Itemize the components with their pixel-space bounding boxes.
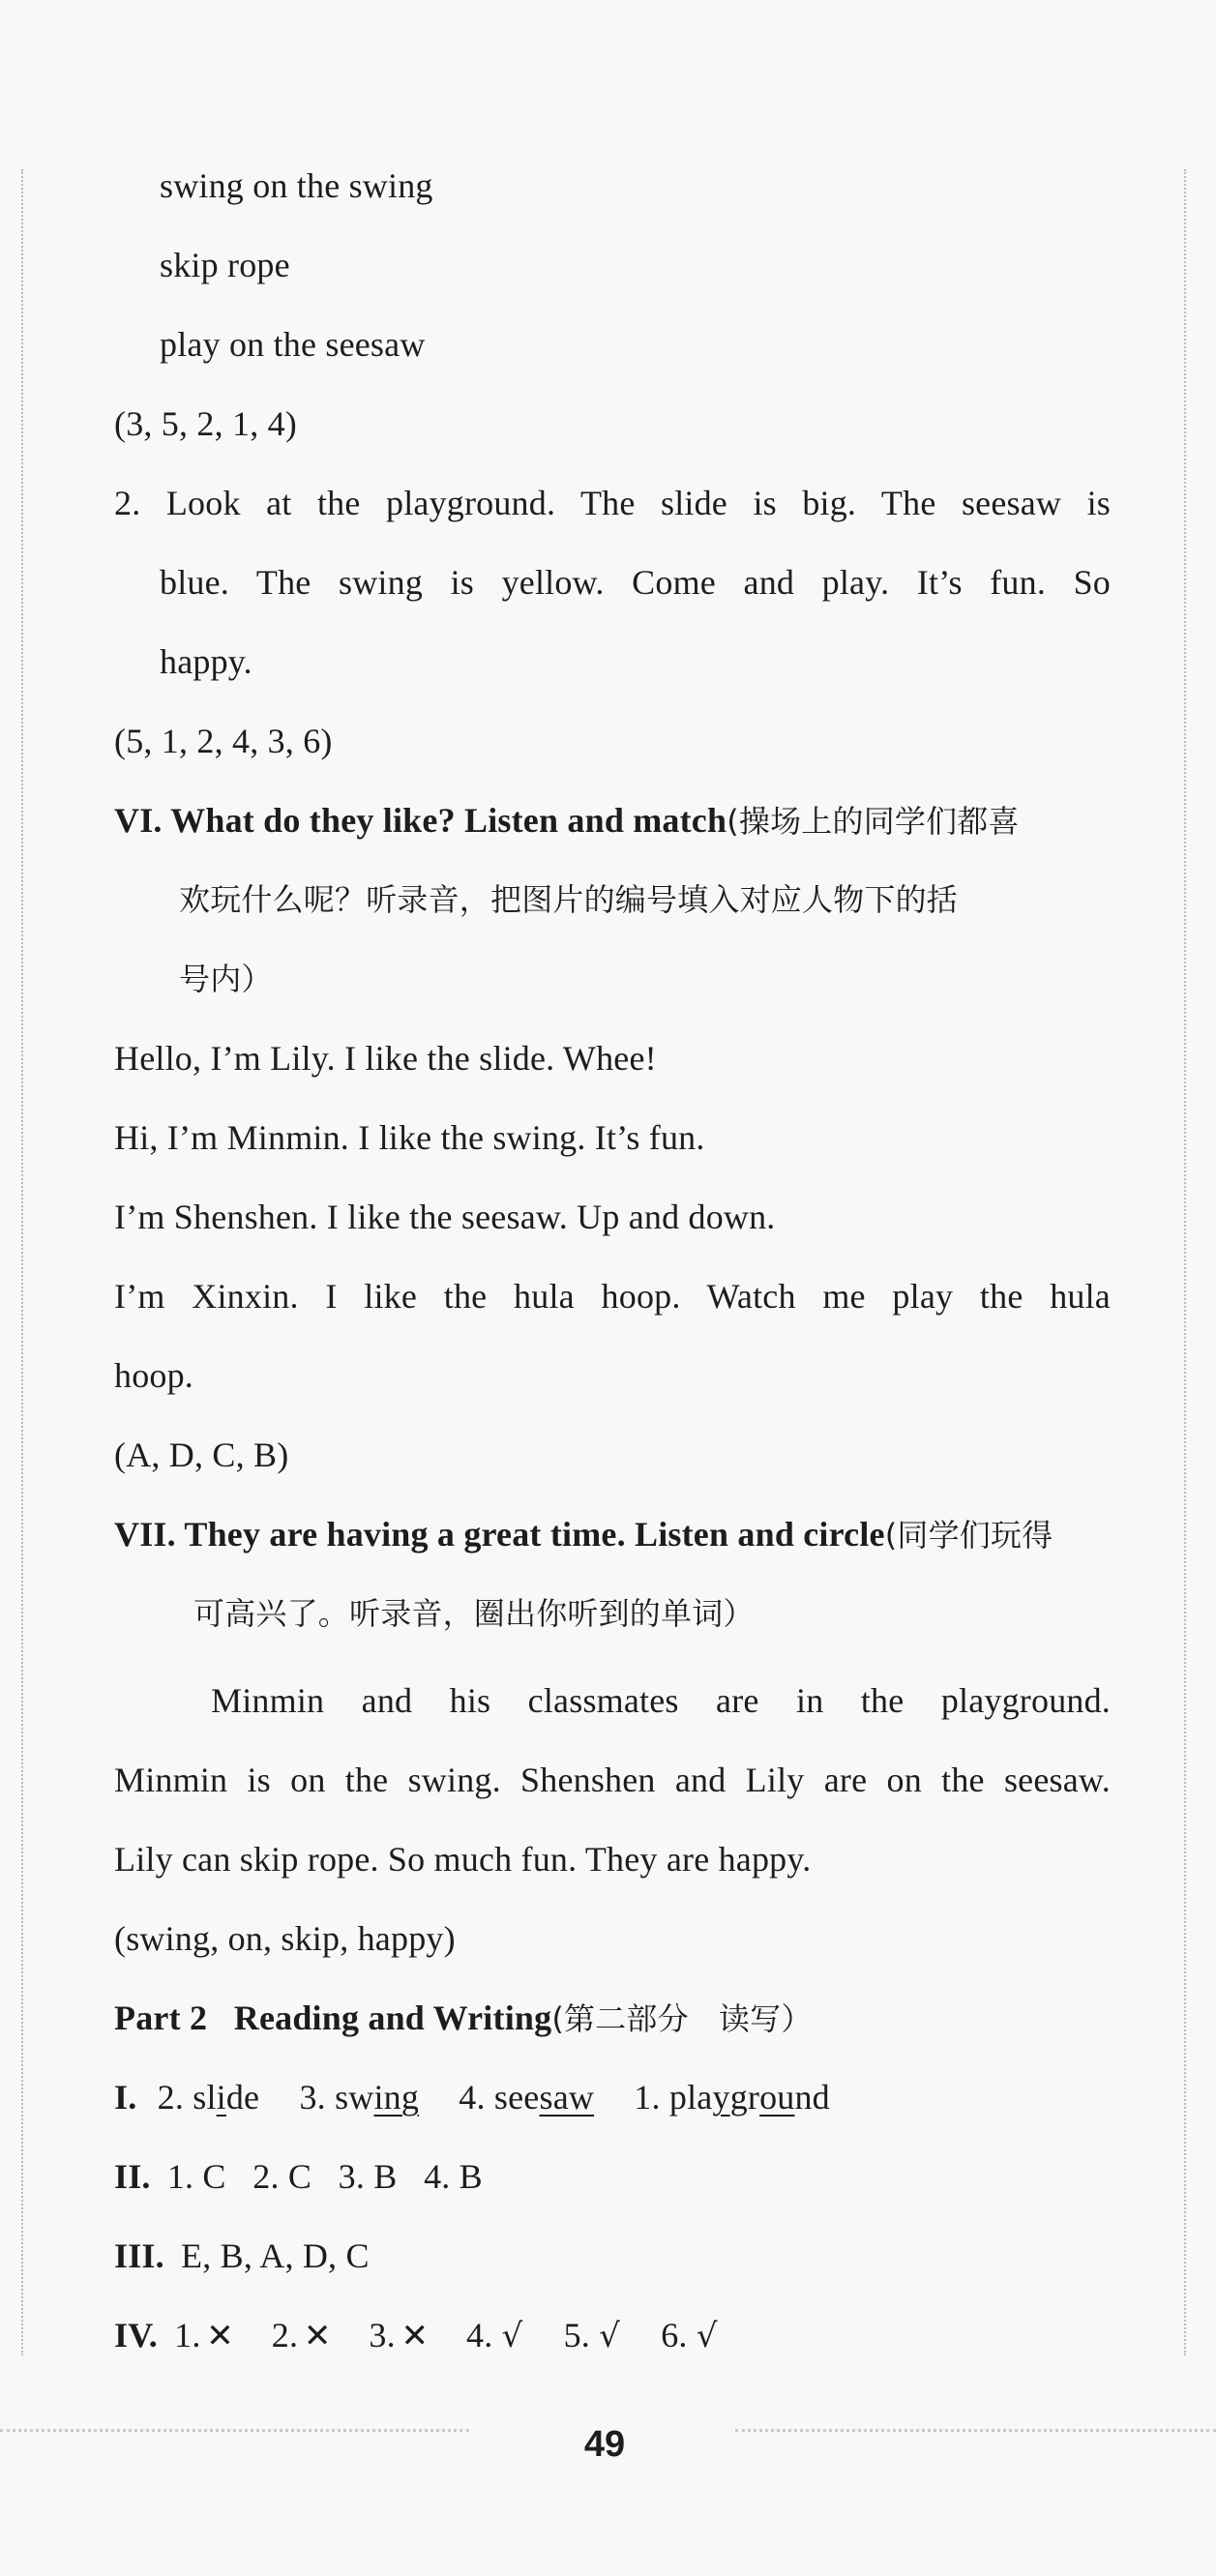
part-2-heading [114, 1997, 813, 2040]
question-answers: E, B, A, D, C [181, 2236, 370, 2275]
underlined-letters: i [216, 2078, 226, 2117]
question-label: I. [114, 2078, 137, 2117]
judgement-item: 4. √ [466, 2316, 531, 2354]
underlined-letters: ing [373, 2078, 420, 2117]
check-mark-icon: √ [501, 2317, 523, 2355]
word-item: 4. seesaw [459, 2078, 595, 2117]
script-line: Lily can skip rope. So much fun. They are happy. [114, 1840, 812, 1879]
script-line: skip rope [160, 246, 290, 284]
part-2-title-cn: (第二部分 读写） [551, 2000, 813, 2037]
judgement-item: 5. √ [564, 2316, 629, 2354]
script-line: I’m Shenshen. I like the seesaw. Up and down. [114, 1198, 776, 1236]
answer-line: (A, D, C, B) [114, 1436, 289, 1474]
answer-line: (3, 5, 2, 1, 4) [114, 404, 297, 443]
judgement-item: 3. ✕ [369, 2316, 433, 2354]
judgement-item: 6. √ [661, 2316, 726, 2354]
left-dotted-margin [21, 169, 23, 2355]
section-6-heading [114, 799, 1020, 843]
word-item: 2. slide [157, 2078, 260, 2117]
script-line: blue. The swing is yellow. Come and play. It’s fun. So [160, 563, 1111, 602]
cross-mark-icon: ✕ [303, 2317, 332, 2355]
script-line: I’m Xinxin. I like the hula hoop. Watch me play the hula [114, 1277, 1111, 1316]
section-6-title: VI. What do they like? Listen and match [114, 801, 727, 840]
part-2-question-2 [114, 2155, 483, 2198]
underlined-letters: saw [539, 2078, 595, 2117]
right-dotted-margin [1184, 169, 1186, 2355]
part-2-question-3 [114, 2235, 370, 2277]
check-mark-icon: √ [696, 2317, 718, 2355]
check-mark-icon: √ [599, 2317, 620, 2355]
script-line: Minmin and his classmates are in the playground. [211, 1681, 1111, 1720]
script-line: Hello, I’m Lily. I like the slide. Whee! [114, 1039, 657, 1078]
script-line: play on the seesaw [160, 325, 426, 364]
footer-rule-right [735, 2429, 1216, 2432]
section-6-instruction: (操场上的同学们都喜 [727, 803, 1020, 840]
answer-line: (5, 1, 2, 4, 3, 6) [114, 722, 333, 760]
underlined-letters: y [712, 2078, 730, 2117]
cross-mark-icon: ✕ [206, 2317, 234, 2355]
cross-mark-icon: ✕ [400, 2317, 430, 2355]
script-line: hoop. [114, 1356, 193, 1395]
script-line: happy. [160, 642, 252, 681]
section-6-instruction: 欢玩什么呢？听录音，把图片的编号填入对应人物下的括 [179, 881, 959, 918]
page-number: 49 [583, 2424, 626, 2465]
part-2-question-1 [114, 2076, 830, 2118]
underlined-letters: ou [759, 2078, 795, 2117]
script-line: swing on the swing [160, 166, 433, 205]
footer-rule-left [0, 2429, 469, 2432]
section-7-title: VII. They are having a great time. Listen and circle [114, 1515, 885, 1554]
part-2-question-4 [114, 2314, 727, 2357]
section-7-heading [114, 1513, 1053, 1556]
section-7-instruction: 可高兴了。听录音，圈出你听到的单词） [193, 1595, 755, 1632]
part-2-title: Part 2 Reading and Writing [114, 1999, 552, 2037]
section-7-instruction: (同学们玩得 [884, 1517, 1053, 1554]
judgement-item: 2. ✕ [272, 2316, 337, 2354]
question-label: II. [114, 2157, 151, 2196]
question-answers: 1. C 2. C 3. B 4. B [166, 2157, 483, 2196]
script-line: Minmin is on the swing. Shenshen and Lily are on the seesaw. [114, 1761, 1111, 1799]
script-line: Hi, I’m Minmin. I like the swing. It’s fun. [114, 1118, 705, 1157]
section-6-instruction: 号内） [179, 961, 273, 997]
judgement-item: 1. ✕ [174, 2316, 239, 2354]
answer-line: (swing, on, skip, happy) [114, 1919, 456, 1958]
script-line: 2. Look at the playground. The slide is big. The seesaw is [114, 484, 1111, 522]
question-label: III. [114, 2236, 164, 2275]
question-label: IV. [114, 2316, 158, 2354]
word-item: 3. swing [299, 2078, 420, 2117]
word-item: 1. playground [634, 2078, 830, 2117]
